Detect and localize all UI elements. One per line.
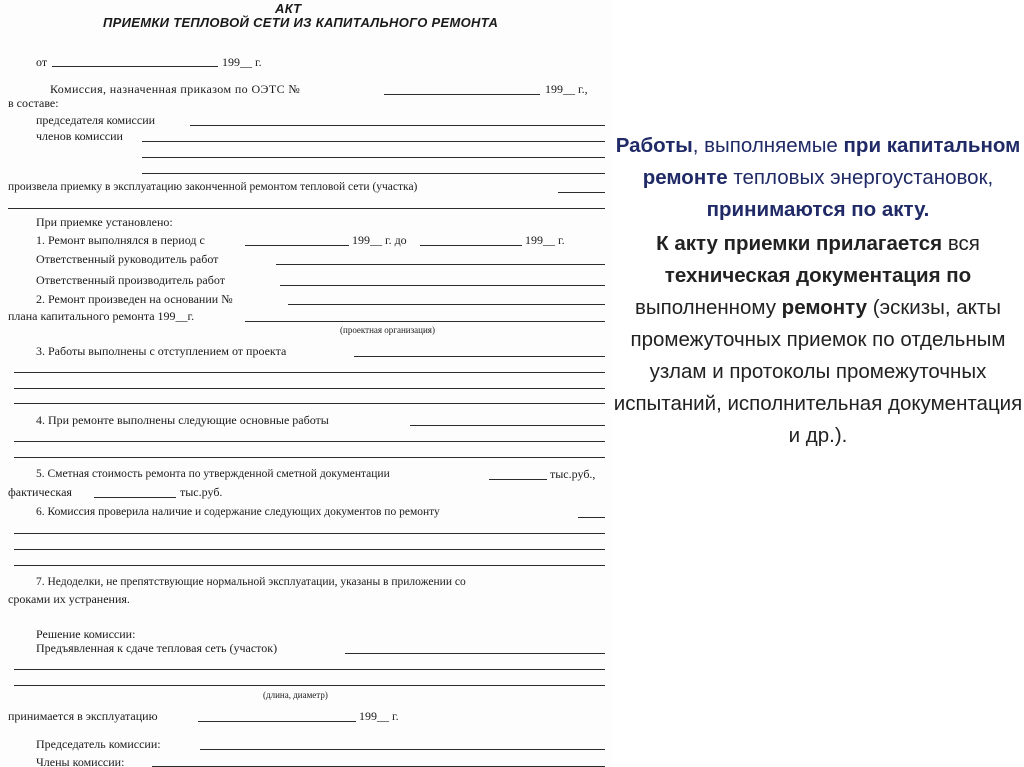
text-attached: К акту приемки прилагается [656,232,943,255]
members-label: членов комиссии [36,129,123,143]
item2-plan-line [245,321,605,322]
text-thermal-installations: тепловых энергоустановок, [733,166,994,189]
item1-year-to: 199__ г. до [352,233,407,247]
composition-label: в составе: [8,96,59,110]
item3-line-2 [14,372,605,373]
members-line-3 [142,173,605,174]
text-technical-docs: техническая документация по [664,264,972,287]
item1-line-to [420,245,522,246]
accepted-date-line [198,721,356,722]
item6-text: 6. Комиссия проверила наличие и содержание следующих документов по ремонту [36,506,440,518]
item2-line [288,304,605,305]
chairman-line [190,125,605,126]
text-accepted-by-act: принимаются по акту. [706,198,930,221]
order-number-line [384,94,540,95]
members-line-1 [142,141,605,142]
item4-text: 4. При ремонте выполнены следующие основные работы [36,413,329,427]
acceptance-line: произвела приемку в эксплуатацию законченной ремонтом тепловой сети (участка) [8,181,418,193]
item1-line-from [245,245,349,246]
item5-unit: тыс.руб., [550,467,596,481]
date-line [52,66,218,67]
form-title-act: АКТ [275,1,302,16]
item6-line-2 [14,533,605,534]
section-line-b [8,208,605,209]
presented-line-1 [345,653,605,654]
paragraph-works [612,130,1024,226]
accepted-year: 199__ г. [359,709,399,723]
text-all: вся [947,232,980,255]
decision-label: Решение комиссии: [36,627,136,641]
item1-year-end: 199__ г. [525,233,565,247]
responsible-head-line [276,264,605,265]
item3-line-3 [14,388,605,389]
item6-line-1 [578,517,605,518]
responsible-producer-line [280,285,605,286]
item5-actual: фактическая [8,485,72,499]
accepted-line: принимается в эксплуатацию [8,709,158,723]
date-year: 199__ г. [222,55,262,69]
item1-text: 1. Ремонт выполнялся в период с [36,233,205,247]
date-prefix: от [36,55,48,69]
text-capital-repair: при капитальном ремонте [642,134,1021,189]
text-works: Работы [615,134,693,157]
form-title: ПРИЕМКИ ТЕПЛОВОЙ СЕТИ ИЗ КАПИТАЛЬНОГО РЕМОНТА [103,15,499,30]
item2-continuation: плана капитального ремонта 199__г. [8,309,195,323]
item4-line-2 [14,441,605,442]
item5-text: 5. Сметная стоимость ремонта по утвержденной сметной документации [36,468,390,480]
text-repair: ремонту [781,296,868,319]
length-caption: (длина, диаметр) [263,690,328,700]
responsible-producer: Ответственный производитель работ [36,273,225,287]
item5-line [489,479,547,480]
item3-text: 3. Работы выполнены с отступлением от проекта [36,344,287,358]
presented-line-2 [14,669,605,670]
item7-text: 7. Недоделки, не препятствующие нормальной эксплуатации, указаны в приложении со [36,576,466,588]
item2-caption: (проектная организация) [340,325,435,335]
item3-line-1 [354,356,605,357]
responsible-head: Ответственный руководитель работ [36,252,219,266]
chairman-signature-line [200,749,605,750]
section-line-a [558,192,605,193]
item3-line-4 [14,403,605,404]
item5-actual-line [94,497,176,498]
paragraph-documentation [612,228,1024,452]
item4-line-1 [410,425,605,426]
item5-actual-unit: тыс.руб. [180,485,223,499]
item2-text: 2. Ремонт произведен на основании № [36,292,233,306]
chairman-signature: Председатель комиссии: [36,737,161,751]
commission-line: Комиссия, назначенная приказом по ОЭТС № [50,82,301,96]
item7-continuation: сроками их устранения. [8,592,130,606]
chairman-label: председателя комиссии [36,113,156,127]
text-sketches: (эскизы, акты промежуточных приемок по отдельным узлам и протоколы промежуточных испытаний, исполнительная документация и др.). [613,296,1023,447]
commission-year: 199__ г., [545,82,588,96]
established-label: При приемке установлено: [36,215,173,229]
members-line-2 [142,157,605,158]
presented-line-3 [14,685,605,686]
text-performed: , выполняемые [692,134,838,157]
item4-line-3 [14,457,605,458]
text-completed: выполненному [634,296,776,319]
presented-network: Предъявленная к сдаче тепловая сеть (участок) [36,641,278,655]
item6-line-4 [14,565,605,566]
members-signature: Члены комиссии: [36,755,125,767]
item6-line-3 [14,549,605,550]
explanation-panel [612,130,1024,452]
